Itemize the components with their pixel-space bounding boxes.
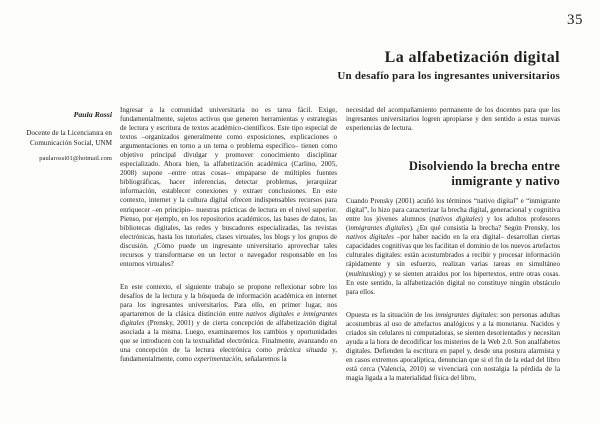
section-heading: Disolviendo la brecha entre inmigrante y nativo <box>408 159 560 188</box>
author-name: Paula Rossi <box>73 110 112 119</box>
body-column-left <box>120 106 337 378</box>
paragraph: En este contexto, el siguiente trabajo se propone reflexionar sobre los desafíos de la lectura y la búsqueda de información académica en internet para los ingresantes universitarios. Para ello, en primer lugar, nos apartaremos de la clásica distinción entre nativos digitales e inmigrantes digitales (Prensky, 2001) y de cierta concepción de alfabetización digital asociada a la misma. Luego, examinaremos los cambios y oportunidades que se introducen con la textualidad electrónica. Finalmente, avanzando en una concepción de la lectura electrónica como práctica situada y, fundamentalmente, como experimentación, señalaremos la <box>120 282 337 364</box>
paragraph: necesidad del acompañamiento permanente de los docentes para que los ingresantes universitarios logren apropiarse y den sentido a estas nuevas experiencias de lectura. <box>346 106 560 133</box>
paragraph: Ingresar a la comunidad universitaria no es tarea fácil. Exige, fundamentalmente, sujetos activos que generen herramientas y estrategias de lectura y escritura de textos académico-científicos. Este tipo especial de textos –organizados generalmente como exposiciones, explicaciones o argumentaciones en torno a un tema o problema específico– tienen como objetivo principal divulgar y promover conocimiento disciplinar especializado. Ahora bien, la alfabetización académica (Carlino, 2005, 2008) supone –entre otras cosas– empaparse de múltiples fuentes bibliográficas, hacer inferencias, detectar problemas, jerarquizar información, establecer conexiones y extraer conclusiones. En este contexto, internet y la cultura digital ofrecen indispensables recursos para enriquecer –en principio– nuestras prácticas de lectura en el nivel superior. Pienso, por ejemplo, en los repositorios académicos, las bases de datos, las bibliotecas digitales, las redes y buscadores especializadas, las revistas electrónicas, hasta los tutoriales, clases virtuales, los blogs y los grupos de discusión. ¿Cómo puede un ingresante universitario aprovechar tales recursos y transformarse en un lector o navegador responsable en los entornos virtuales? <box>120 106 337 268</box>
article-header <box>120 48 560 83</box>
author-affiliation: Docente de la Licenciatura en Comunicación Social, UNM <box>26 129 112 147</box>
paragraph: Cuando Prensky (2001) acuñó los términos “nativo digital” e “inmigrante digital”, lo hizo para caracterizar la brecha digital, generacional y cognitiva entre los jóvenes alumnos (nativos digitales) y los adultos profesores (inmigrantes digitales). ¿En qué consistía la brecha? Según Prensky, los nativos digitales –por haber nacido en la era digital– desarrollan ciertas capacidades cognitivas que les facilitan el dominio de los nuevos artefactos culturales digitales: están acostumbrados a recibir y procesar información rápidamente y sin esfuerzo, realizan varias tareas en simultáneo (multitasking) y se sienten atraídos por los hipertextos, entre otras cosas. En este sentido, la alfabetización digital no constituye ningún obstáculo para ellos. <box>346 197 561 296</box>
paragraph: Opuesta es la situación de los inmigrantes digitales: son personas adultas acostumbras al uso de artefactos analógicos y a la monotarea. Nacidos y criados sin celulares ni computadoras, se sienten desorientados y necesitan ayuda a la hora de decodificar los misterios de la Web 2.0. Son analfabetos digitales. Defienden la escritura en papel y, desde una postura alarmista y en casos extremos apocalíptica, denuncian que si el fin de la edad del libro está cerca (Valencia, 2010) se vivenciará con nostalgia la pérdida de la magia ligada a la materialidad física del libro, <box>346 310 560 382</box>
body-column-right <box>346 106 560 397</box>
author-block <box>0 110 112 162</box>
article-title: La alfabetización digital <box>384 49 560 66</box>
page-number: 35 <box>567 12 583 28</box>
article-subtitle: Un desafío para los ingresantes universitarios <box>337 70 560 82</box>
author-email: paularossi01@hotmail.com <box>39 154 112 162</box>
